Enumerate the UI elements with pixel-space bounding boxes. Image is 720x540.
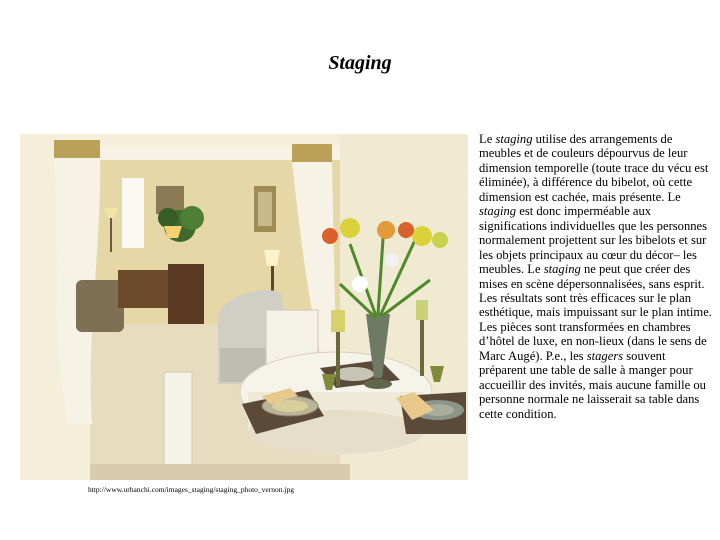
image-source-caption: http://www.urbanchi.com/images_staging/staging_photo_vernon.jpg bbox=[88, 485, 294, 494]
body-text-run-italic: staging bbox=[495, 132, 533, 146]
body-text-run-italic: stagers bbox=[586, 348, 624, 363]
slide-title: Staging bbox=[328, 52, 392, 74]
body-text-run: utilise des arrangements de meubles et de couleurs dépourvus de leur dimension temporelle (toute trace du vécu est éliminée), à différence du bibelot, où cette dimension est cachée, mais présente. Le bbox=[479, 132, 709, 204]
body-text-run: Le bbox=[479, 132, 496, 146]
body-text-run-italic: staging bbox=[479, 204, 517, 219]
body-text-run: souvent préparent une table de salle à manger pour accueillir des invités, mais aucune famille ou personne normale ne laisserait sa table dans cette condition. bbox=[479, 348, 706, 421]
body-text-run-italic: staging bbox=[543, 262, 581, 277]
body-text-run: est donc imperméable aux significations individuelles que les personnes normalement projettent sur les bibelots et sur les objets principaux au cœur du décor– les meubles. Le bbox=[479, 204, 708, 277]
staged-dining-room-photo bbox=[20, 134, 468, 480]
body-text-run: ne peut que créer des mises en scène dépersonnalisées, sans esprit. Les résultats sont très efficaces sur le plan esthétique, mais impuissant sur le plan intime. Les pièces sont transformées en chambres d’hôtel de luxe, en non-lieux (dans le sens de Marc Augé). P.e., les bbox=[479, 262, 712, 363]
body-paragraph bbox=[479, 132, 712, 421]
